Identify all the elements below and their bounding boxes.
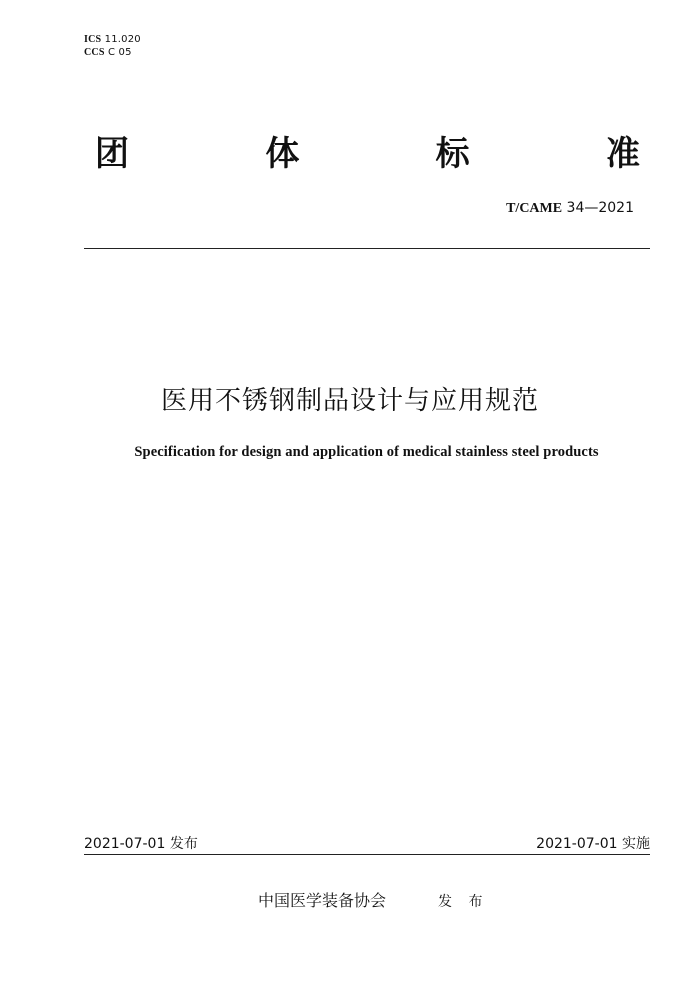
ics-label: ICS <box>84 34 102 45</box>
issue-date <box>84 833 198 853</box>
document-title-chinese: 医用不锈钢制品设计与应用规范 <box>160 386 539 416</box>
bottom-divider <box>84 854 650 855</box>
standard-type-char: 团 <box>95 134 129 174</box>
classification-codes <box>84 33 141 59</box>
implementation-date-value: 2021-07-01 <box>536 836 618 852</box>
document-title-english: Specification for design and application of medical stainless steel products <box>134 444 599 460</box>
standard-number <box>506 200 634 217</box>
standard-type-char: 标 <box>435 134 470 174</box>
issue-date-label: 发布 <box>169 836 198 852</box>
ics-value: 11.020 <box>104 34 141 45</box>
ics-line <box>84 33 141 46</box>
standard-type-char: 体 <box>265 134 300 174</box>
implementation-date <box>536 833 650 853</box>
ccs-line <box>84 46 141 59</box>
publisher-name: 中国医学装备协会 <box>258 891 387 910</box>
issue-date-value: 2021-07-01 <box>84 836 166 852</box>
standard-type-heading <box>95 130 640 178</box>
implementation-date-label: 实施 <box>622 836 650 852</box>
standard-type-char: 准 <box>605 134 640 174</box>
publish-label: 发 布 <box>438 894 489 910</box>
ccs-label: CCS <box>84 47 105 58</box>
ccs-value: C 05 <box>108 47 132 58</box>
standard-number-prefix: T/CAME <box>506 201 563 216</box>
standard-number-value: 34—2021 <box>566 200 634 216</box>
top-divider <box>84 248 650 249</box>
